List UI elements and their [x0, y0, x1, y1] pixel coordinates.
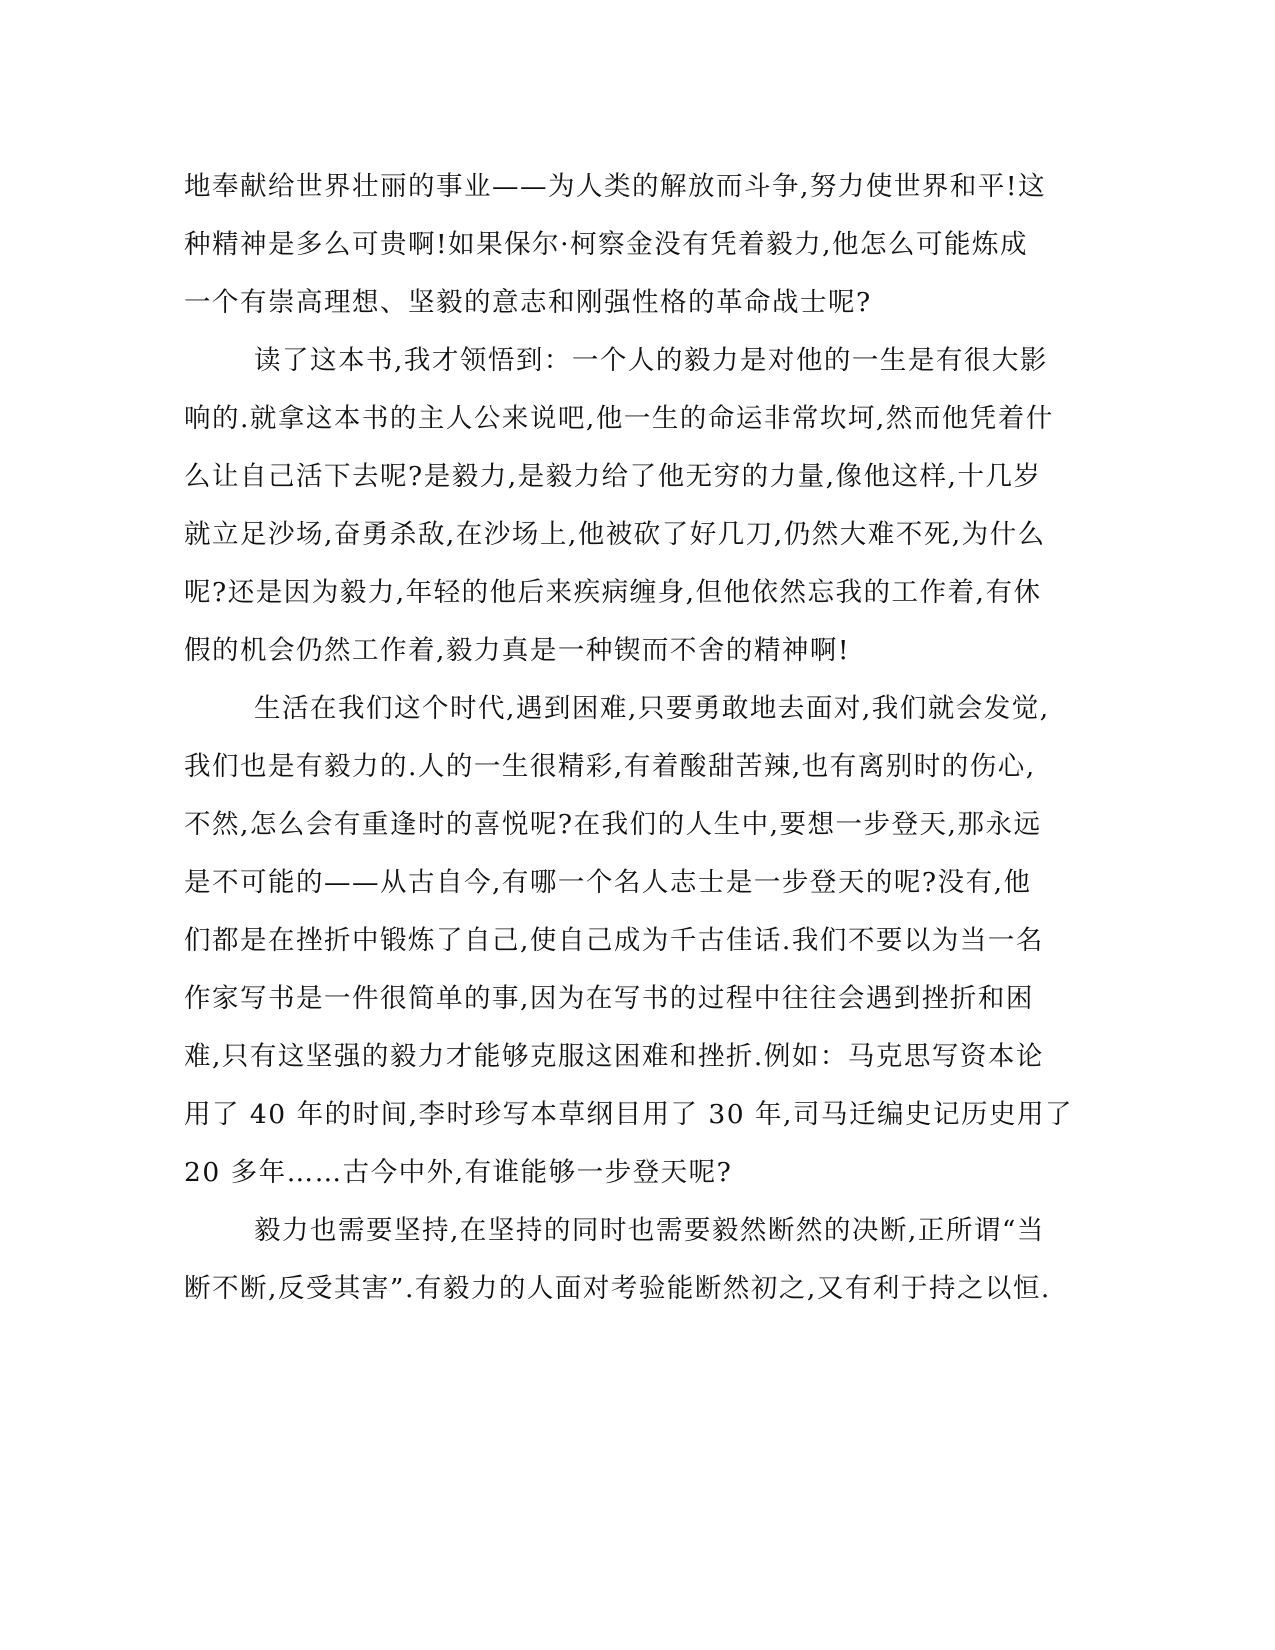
text-line: 一个有崇高理想、坚毅的意志和刚强性格的革命战士呢? [184, 287, 872, 318]
body-text [184, 158, 1073, 1318]
text-line: 读了这本书,我才领悟到：一个人的毅力是对他的一生是有很大影 [254, 345, 1048, 376]
text-line: 么让自己活下去呢?是毅力,是毅力给了他无穷的力量,像他这样,十几岁 [184, 461, 1042, 492]
text-line: 我们也是有毅力的.人的一生很精彩,有着酸甜苦辣,也有离别时的伤心, [184, 751, 1036, 782]
text-line: 就立足沙场,奋勇杀敌,在沙场上,他被砍了好几刀,仍然大难不死,为什么 [184, 519, 1046, 550]
text-line: 们都是在挫折中锻炼了自己,使自己成为千古佳话.我们不要以为当一名 [184, 925, 1044, 956]
text-line: 毅力也需要坚持,在坚持的同时也需要毅然断然的决断,正所谓“当 [254, 1215, 1045, 1246]
text-line: 种精神是多么可贵啊!如果保尔·柯察金没有凭着毅力,他怎么可能炼成 [184, 229, 1028, 260]
text-line: 作家写书是一件很简单的事,因为在写书的过程中往往会遇到挫折和困 [184, 983, 1034, 1014]
text-line: 不然,怎么会有重逢时的喜悦呢?在我们的人生中,要想一步登天,那永远 [184, 809, 1042, 840]
text-line: 断不断,反受其害”.有毅力的人面对考验能断然初之,又有利于持之以恒. [184, 1273, 1051, 1304]
text-line: 呢?还是因为毅力,年轻的他后来疾病缠身,但他依然忘我的工作着,有休 [184, 577, 1042, 608]
text-line: 用了 40 年的时间,李时珍写本草纲目用了 30 年,司马迁编史记历史用了 [184, 1099, 1073, 1130]
text-line: 难,只有这坚强的毅力才能够克服这困难和挫折.例如：马克思写资本论 [184, 1041, 1044, 1072]
text-line: 20 多年……古今中外,有谁能够一步登天呢? [184, 1157, 733, 1188]
text-line: 是不可能的——从古自今,有哪一个名人志士是一步登天的呢?没有,他 [184, 867, 1032, 898]
text-line: 地奉献给世界壮丽的事业——为人类的解放而斗争,努力使世界和平!这 [184, 171, 1047, 202]
text-line: 响的.就拿这本书的主人公来说吧,他一生的命运非常坎坷,然而他凭着什 [184, 403, 1054, 434]
text-line: 假的机会仍然工作着,毅力真是一种锲而不舍的精神啊! [184, 635, 851, 666]
text-line: 生活在我们这个时代,遇到困难,只要勇敢地去面对,我们就会发觉, [254, 693, 1050, 724]
